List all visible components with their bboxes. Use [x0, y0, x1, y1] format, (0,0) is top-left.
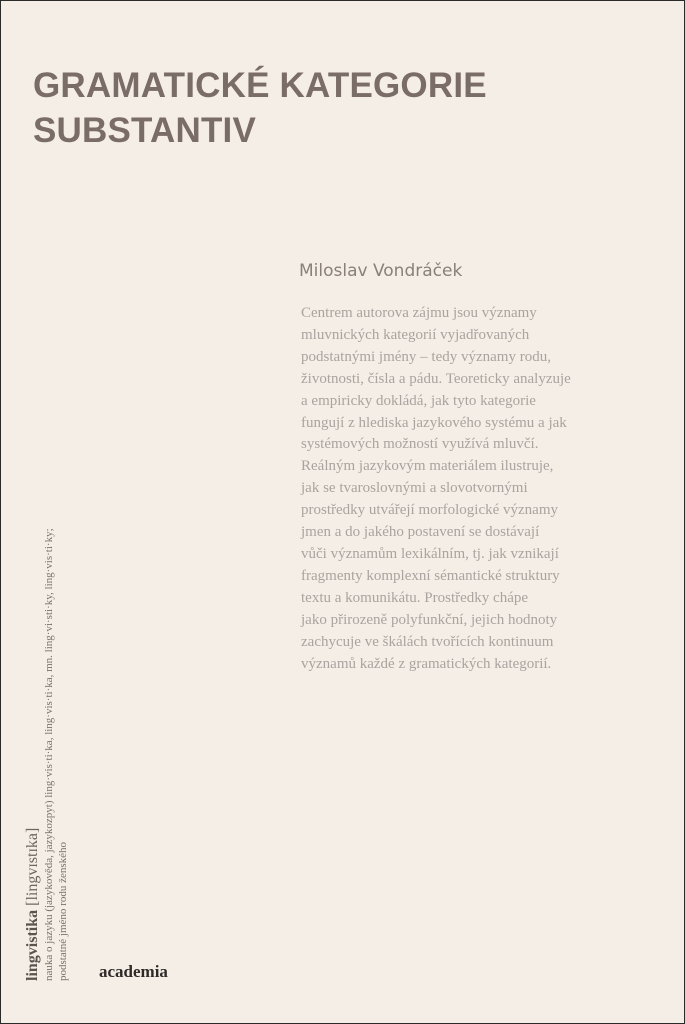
blurb-line: mluvnických kategorií vyjadřovaných	[301, 326, 530, 343]
blurb-line: významů každé z gramatických kategorií.	[301, 655, 552, 672]
dictionary-headword-line	[23, 261, 42, 981]
blurb-line: fungují z hlediska jazykového systému a jak	[301, 414, 567, 431]
blurb-line: jmen a do jakého postavení se dostávají	[301, 524, 540, 541]
blurb-line: zachycuje ve škálách tvořících kontinuum	[301, 633, 554, 650]
blurb-line: Centrem autorova zájmu jsou významy	[301, 305, 537, 321]
blurb-line: podstatnými jmény – tedy významy rodu,	[301, 348, 551, 365]
blurb-line: jako přirozeně polyfunkční, jejich hodnoty	[301, 611, 558, 628]
blurb-line: textu a komunikátu. Prostředky chápe	[301, 589, 529, 606]
dictionary-grammar-note: podstatné jméno rodu ženského	[57, 842, 69, 981]
dictionary-entry-vertical	[23, 261, 70, 981]
dictionary-definition: nauka o jazyku (jazykověda, jazykozpyt) ling·vis·ti·ka, ling·vis·ti·ka, mn. ling·vi·sti·ky, ling·vis·ti·ky;	[43, 528, 55, 981]
blurb-line: Reálným jazykovým materiálem ilustruje,	[301, 458, 554, 475]
book-title	[33, 63, 653, 153]
dictionary-headword: lingvistika	[24, 909, 41, 981]
publisher-logo: academia	[99, 962, 168, 981]
book-title-line-1: GRAMATICKÉ KATEGORIE	[33, 66, 487, 105]
book-title-line-2: SUBSTANTIV	[33, 111, 257, 150]
book-blurb	[301, 303, 641, 675]
blurb-line: vůči významům lexikálním, tj. jak vznikají	[301, 545, 559, 562]
book-author: Miloslav Vondráček	[299, 261, 463, 281]
blurb-line: systémových možností využívá mluvčí.	[301, 436, 539, 453]
dictionary-pronunciation: [lingvɪstɪka]	[24, 827, 41, 906]
blurb-line: a empiricky dokládá, jak tyto kategorie	[301, 392, 536, 409]
blurb-line: jak se tvaroslovnými a slovotvornými	[301, 480, 528, 497]
blurb-line: životnosti, čísla a pádu. Teoreticky analyzuje	[301, 370, 571, 387]
blurb-line: fragmenty komplexní sémantické struktury	[301, 567, 560, 584]
blurb-line: prostředky utvářejí morfologické významy	[301, 502, 559, 519]
